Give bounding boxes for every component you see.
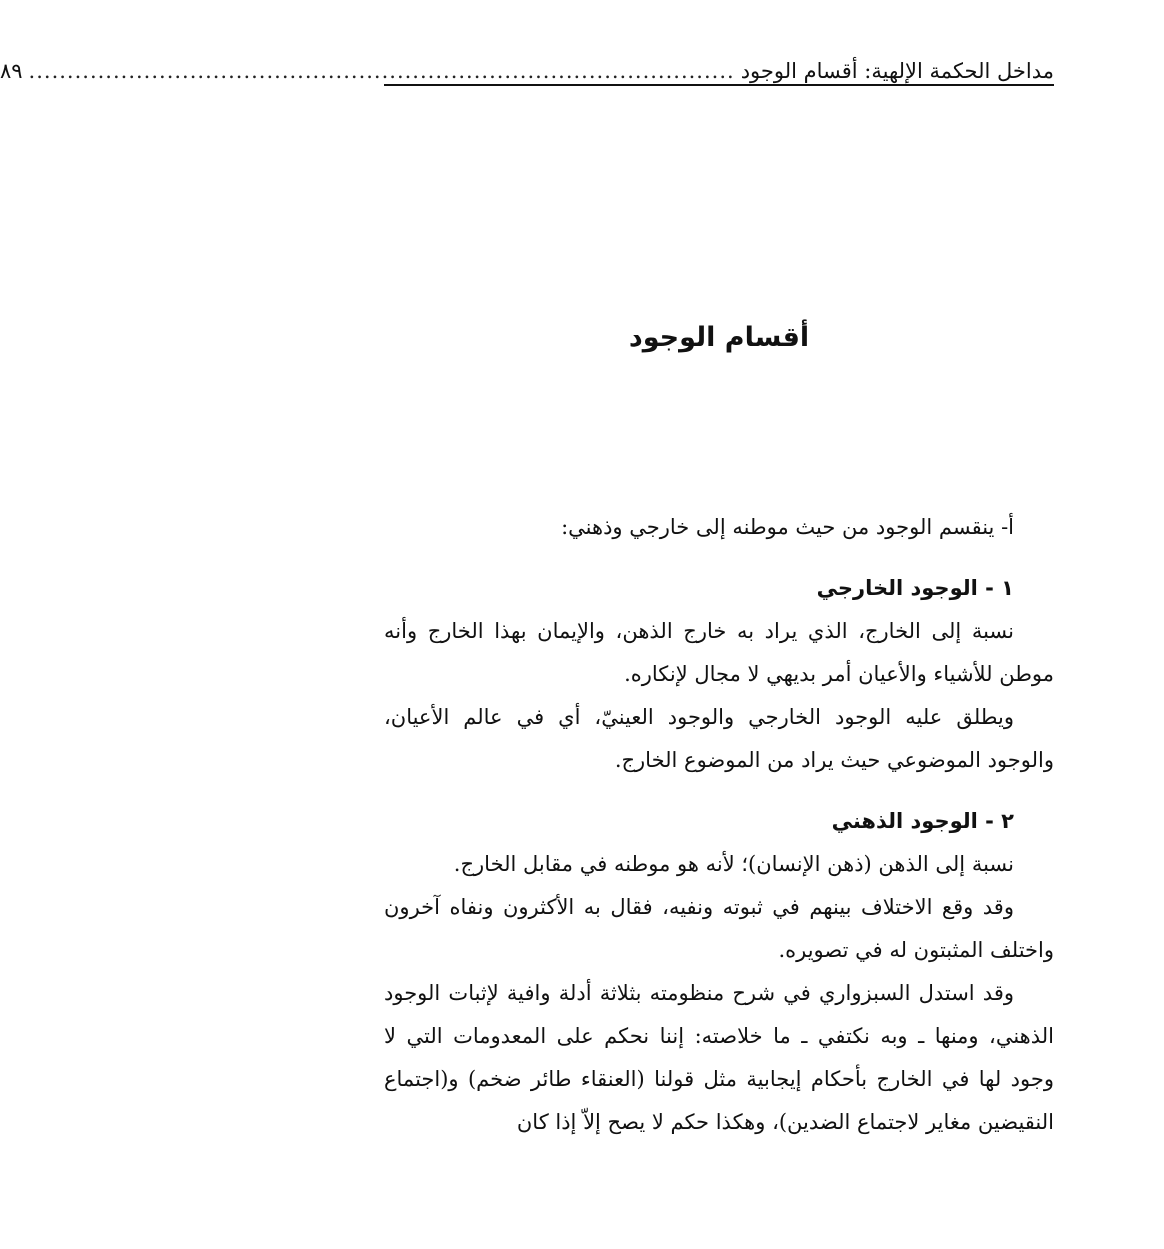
section-heading-external: ١ - الوجود الخارجي	[816, 576, 1014, 600]
intro-paragraph: أ- ينقسم الوجود من حيث موطنه إلى خارجي وذهني:	[561, 515, 1014, 539]
chapter-title: أقسام الوجود	[628, 322, 810, 353]
body-text	[384, 506, 1054, 1144]
page-number: ٨٩	[0, 59, 23, 83]
section-heading-mental: ٢ - الوجود الذهني	[831, 809, 1014, 833]
external-paragraph-1: نسبة إلى الخارج، الذي يراد به خارج الذهن، والإيمان بهذا الخارج وأنه موطن للأشياء والأعيان أمر بديهي لا مجال لإنكاره.	[384, 619, 1054, 686]
header-rule	[384, 84, 1054, 86]
leader-dots: ............................................................................................	[28, 59, 735, 83]
mental-paragraph-3: وقد استدل السبزواري في شرح منظومته بثلاثة أدلة وافية لإثبات الوجود الذهني، ومنها ـ وبه نكتفي ـ ما خلاصته: إننا نحكم على المعدومات التي لا وجود لها في الخارج بأحكام إيجابية مثل قولنا (العنقاء طائر ضخم) و(اجتماع النقيضين مغاير لاجتماع الضدين)، وهكذا حكم لا يصح إلاّ إذا كان	[384, 981, 1054, 1134]
mental-paragraph-2: وقد وقع الاختلاف بينهم في ثبوته ونفيه، فقال به الأكثرون ونفاه آخرون واختلف المثبتون له في تصويره.	[384, 895, 1054, 962]
running-header	[0, 46, 1054, 86]
external-paragraph-2: ويطلق عليه الوجود الخارجي والوجود العينيّ، أي في عالم الأعيان، والوجود الموضوعي حيث يراد من الموضوع الخارج.	[384, 705, 1054, 772]
running-title: مداخل الحكمة الإلهية: أقسام الوجود	[740, 59, 1054, 83]
mental-paragraph-1: نسبة إلى الذهن (ذهن الإنسان)؛ لأنه هو موطنه في مقابل الخارج.	[453, 852, 1014, 876]
